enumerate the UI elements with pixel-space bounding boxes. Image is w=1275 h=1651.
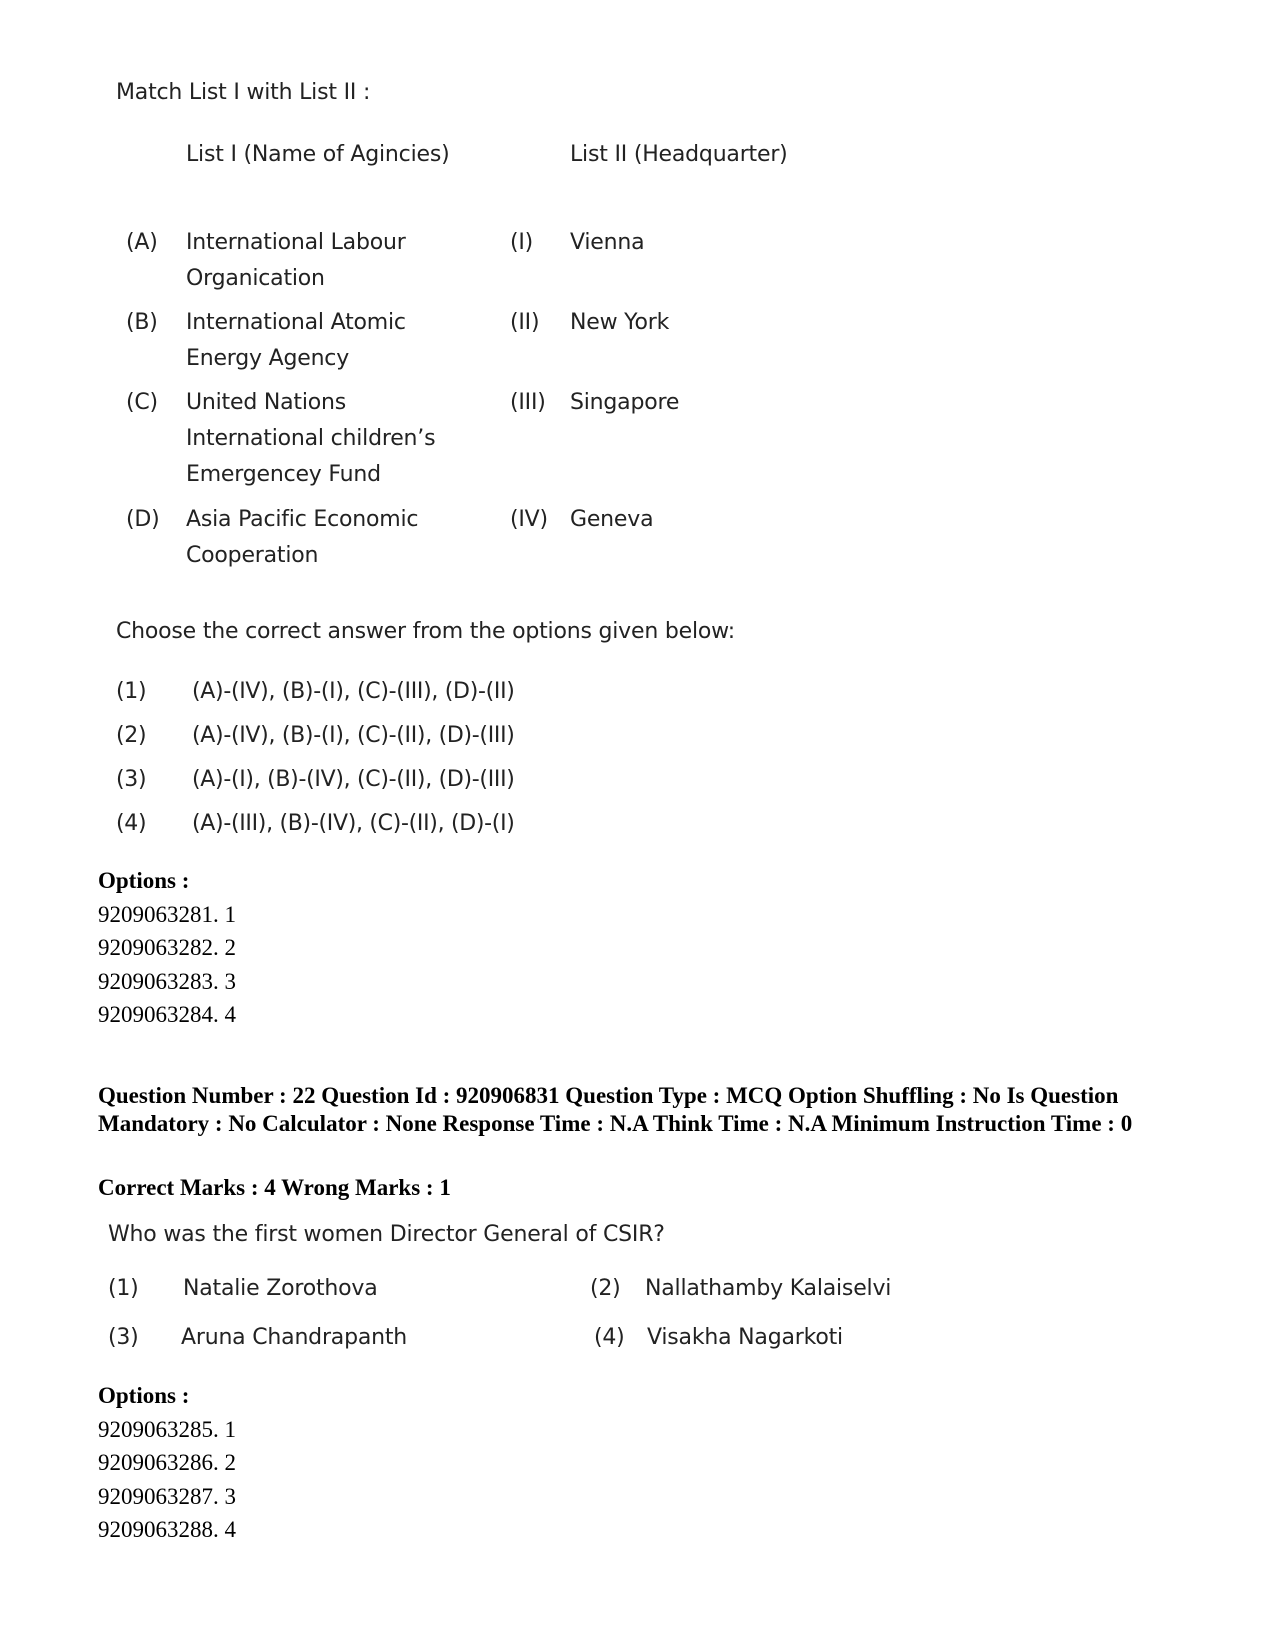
choice-number: (2) xyxy=(116,723,147,748)
choice-number: (4) xyxy=(594,1325,625,1350)
choice-text: Nallathamby Kalaiselvi xyxy=(645,1276,892,1301)
row-letter: (C) xyxy=(126,390,158,415)
choice-text: Visakha Nagarkoti xyxy=(647,1325,843,1350)
option-id: 9209063282. 2 xyxy=(98,935,236,960)
option-id: 9209063281. 1 xyxy=(98,901,236,927)
hq-numeral: (IV) xyxy=(510,507,548,532)
choice-text: (A)-(IV), (B)-(I), (C)-(III), (D)-(II) xyxy=(192,679,515,704)
options-label: Options : xyxy=(98,868,190,893)
options-label: Options : xyxy=(98,1383,190,1408)
option-id: 9209063287. 3 xyxy=(98,1483,236,1509)
choice-number: (2) xyxy=(590,1276,621,1301)
agency-name: International Labour Organication xyxy=(186,230,406,291)
choice-text: Aruna Chandrapanth xyxy=(181,1325,408,1350)
option-id: 9209063288. 4 xyxy=(98,1517,236,1542)
hq-city: Singapore xyxy=(570,390,680,415)
question-meta: Question Number : 22 Question Id : 920906831 Question Type : MCQ Option Shuffling : No Is Question Mandatory : No Calculator : None Response Time : N.A Think Time : N.A Minimum Instruction Time : 0 xyxy=(98,1083,1133,1136)
choice-number: (3) xyxy=(108,1325,139,1350)
agency-name: Asia Pacific Economic Cooperation xyxy=(186,507,419,568)
row-letter: (B) xyxy=(126,310,158,335)
row-letter: (D) xyxy=(126,507,160,532)
hq-numeral: (II) xyxy=(510,310,540,335)
list2-heading: List II (Headquarter) xyxy=(570,142,788,167)
match-instruction: Match List I with List II : xyxy=(116,80,371,105)
question-text: Who was the first women Director General of CSIR? xyxy=(108,1222,665,1247)
choice-number: (1) xyxy=(108,1276,139,1301)
option-id: 9209063283. 3 xyxy=(98,968,236,994)
options-list xyxy=(98,1379,236,1547)
option-id: 9209063286. 2 xyxy=(98,1450,236,1475)
hq-numeral: (I) xyxy=(510,230,534,255)
option-id: 9209063285. 1 xyxy=(98,1416,236,1442)
hq-numeral: (III) xyxy=(510,390,546,415)
choice-number: (4) xyxy=(116,811,147,836)
marks-info: Correct Marks : 4 Wrong Marks : 1 xyxy=(98,1175,451,1200)
options-list xyxy=(98,864,236,1032)
agency-name: United Nations International children’s Emergencey Fund xyxy=(186,390,436,487)
choice-text: (A)-(I), (B)-(IV), (C)-(II), (D)-(III) xyxy=(192,767,515,792)
hq-city: Geneva xyxy=(570,507,654,532)
row-letter: (A) xyxy=(126,230,158,255)
list1-heading: List I (Name of Agincies) xyxy=(186,142,450,167)
choice-number: (1) xyxy=(116,679,147,704)
agency-name: International Atomic Energy Agency xyxy=(186,310,406,371)
choice-number: (3) xyxy=(116,767,147,792)
choice-text: (A)-(IV), (B)-(I), (C)-(II), (D)-(III) xyxy=(192,723,515,748)
option-id: 9209063284. 4 xyxy=(98,1002,236,1027)
choice-text: (A)-(III), (B)-(IV), (C)-(II), (D)-(I) xyxy=(192,811,515,836)
choice-text: Natalie Zorothova xyxy=(183,1276,378,1301)
hq-city: New York xyxy=(570,310,670,335)
hq-city: Vienna xyxy=(570,230,645,255)
choose-instruction: Choose the correct answer from the options given below: xyxy=(116,619,735,644)
